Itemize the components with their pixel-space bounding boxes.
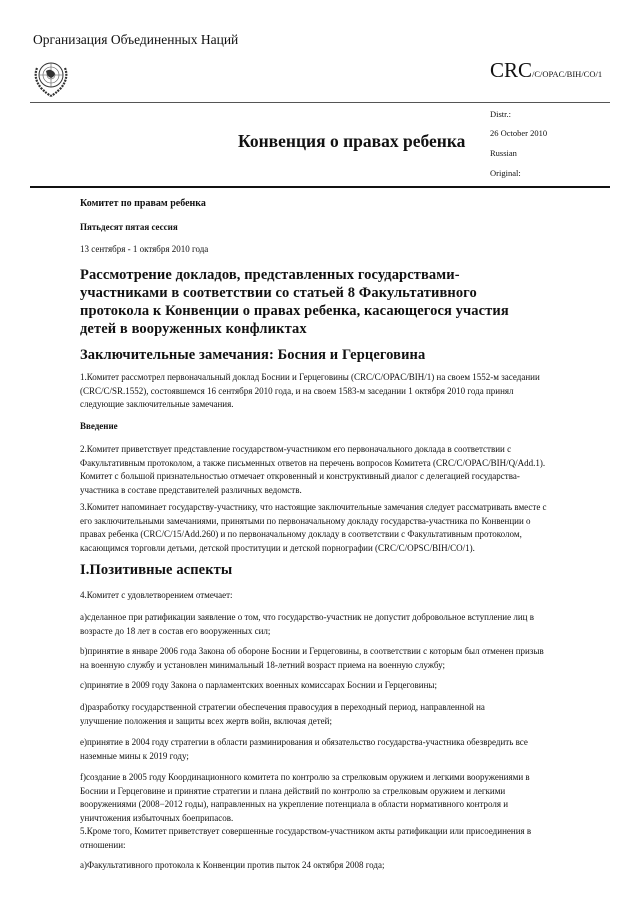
paragraph-4: 4.Комитет с удовлетворением отмечает: <box>80 590 233 600</box>
sub-heading: Заключительные замечания: Босния и Герцеговина <box>80 347 426 363</box>
paragraph-5: 5.Кроме того, Комитет приветствует совершенные государством-участником акты ратификации или присоединения в отношении: <box>80 826 532 850</box>
convention-title: Конвенция о правах ребенка <box>238 131 466 151</box>
document-symbol <box>490 58 602 83</box>
committee-name: Комитет по правам ребенка <box>80 198 206 209</box>
section-1-heading: I.Позитивные аспекты <box>80 562 233 578</box>
paragraph-5a: a)Факультативного протокола к Конвенции против пыток 24 октября 2008 года; <box>80 860 385 870</box>
header-rule <box>30 102 610 103</box>
paragraph-3: 3.Комитет напоминает государству-участнику, что настоящие заключительные замечания следует рассматривать вместе с его заключительными замечаниями, принятыми по первоначальному докладу государства-участника по Конвенции о правах ребенка (CRC/C/15/Add.260) и по первоначальному докладу в соответствии с Факультативным протоколом, касающимся торговли детьми, детской проституции и детской порнографии (CRC/C/OPSC/BIH/CO/1). <box>80 502 547 553</box>
distr-label: Distr.: <box>490 109 512 119</box>
un-emblem-logo <box>30 56 72 98</box>
session-dates: 13 сентября - 1 октября 2010 года <box>80 244 209 254</box>
paragraph-1: 1.Комитет рассмотрел первоначальный доклад Боснии и Герцеговины (CRC/C/OPAC/BIH/1) на своем 1552-м заседании (CRC/C/SR.1552), состоявшемся 16 сентября 2010 года, и на своем 1583-м заседании 1 октября 2010 года принял следующие заключительные замечания. <box>80 372 540 409</box>
main-heading: Рассмотрение докладов, представленных государствами-участниками в соответствии со статьей 8 Факультативного протокола к Конвенции о правах ребенка, касающегося участия детей в вооруженных конфликтах <box>80 267 509 337</box>
paragraph-4c: c)принятие в 2009 году Закона о парламентских военных комиссарах Боснии и Герцеговины; <box>80 680 437 690</box>
organization-name: Организация Объединенных Наций <box>33 32 239 47</box>
header-thick-rule <box>30 186 610 188</box>
paragraph-2: 2.Комитет приветствует представление государством-участником его первоначального доклада в соответствии с Факультативным протоколом, а также письменных ответов на перечень вопросов Комитета (CRC/C/OPAC/BIH/Q/Add.1). Комитет с большой признательностью отмечает откровенный и конструктивный диалог с делегацией государства-участника в составе представителей различных ведомств. <box>80 444 546 495</box>
symbol-sub: /C/OPAC/BIH/CO/1 <box>532 69 603 79</box>
intro-heading: Введение <box>80 421 118 431</box>
original-label: Original: <box>490 168 521 178</box>
paragraph-4f: f)создание в 2005 году Координационного комитета по контролю за стрелковым оружием и легкими вооружениями в Боснии и Герцеговине и принятие стратегии и плана действий по контролю за стрелковым оружием и легкими вооружениями (2008−2012 годы), направленных на укрепление потенциала в области нормативного контроля и уничтожения избыточных боеприпасов. <box>80 772 530 823</box>
paragraph-4d: d)разработку государственной стратегии обеспечения правосудия в переходный период, направленной на улучшение положения и защиты всех жертв войн, включая детей; <box>80 702 485 726</box>
paragraph-4a: a)сделанное при ратификации заявление о том, что государство-участник не допустит добровольное вступление лиц в возрасте до 18 лет в состав его вооруженных сил; <box>80 612 534 636</box>
symbol-main: CRC <box>490 58 533 82</box>
document-language: Russian <box>490 148 517 158</box>
paragraph-4b: b)принятие в январе 2006 года Закона об обороне Боснии и Герцеговины, в соответствии с которым был отменен призыв на военную службу и установлен минимальный 18-летний возраст приема на военную службу; <box>80 646 544 670</box>
session-name: Пятьдесят пятая сессия <box>80 222 178 232</box>
paragraph-4e: e)принятие в 2004 году стратегии в области разминирования и обязательство государства-участника обезвредить все наземные мины к 2019 году; <box>80 737 528 761</box>
document-date: 26 October 2010 <box>490 128 548 138</box>
